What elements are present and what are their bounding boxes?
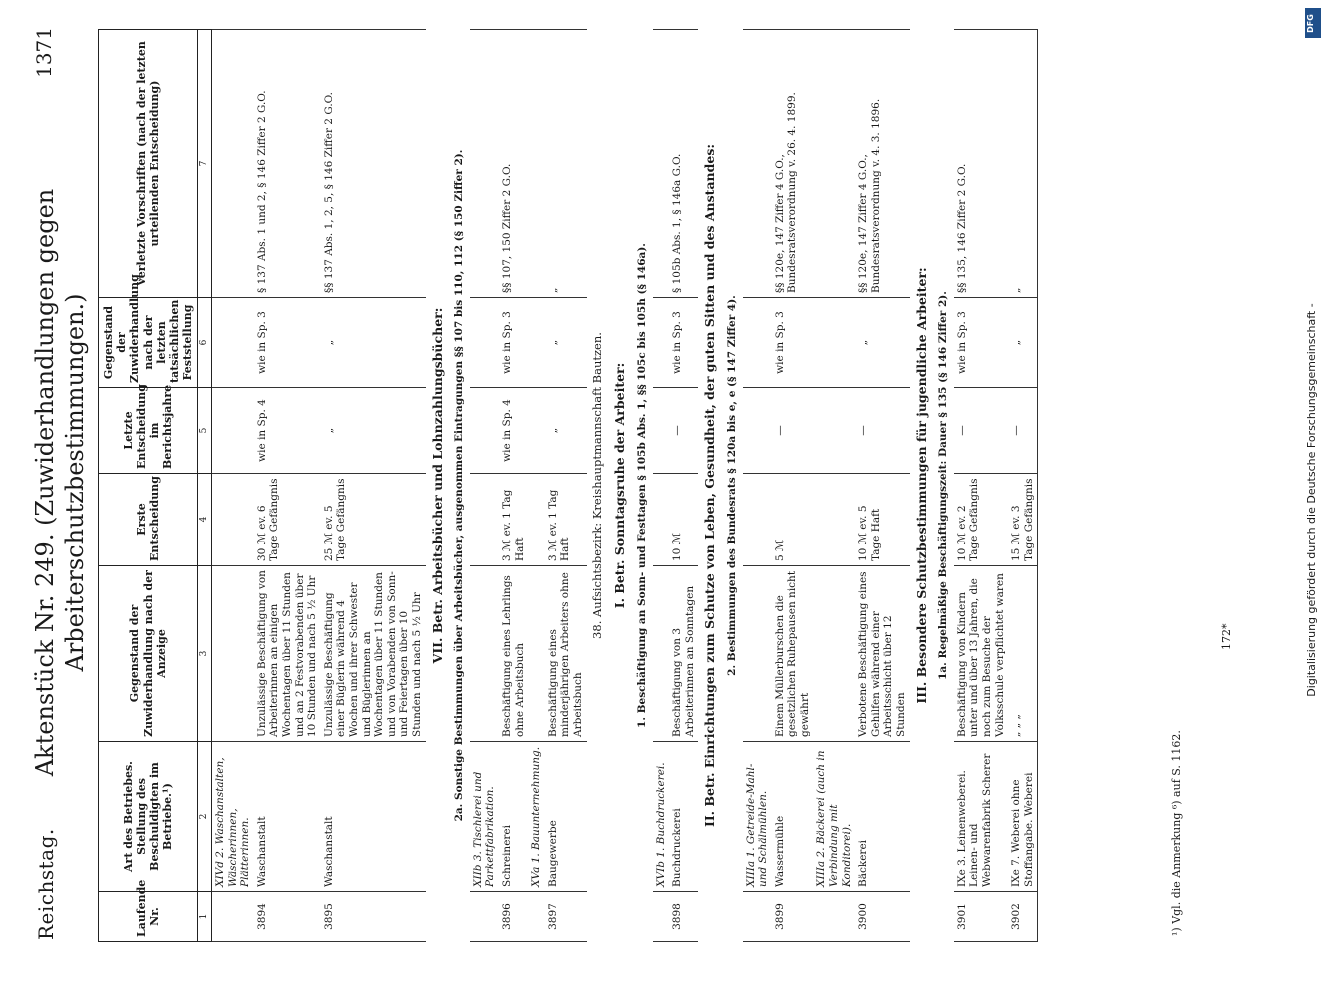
table-row — [545, 30, 587, 942]
col-number-1: 1 — [198, 892, 212, 942]
cell-col-6: wie in Sp. 3 — [254, 298, 321, 388]
cell-col-1: 3902 — [1008, 892, 1038, 942]
footnote: ¹) Vgl. die Anmerkung ⁶) auf S. 1162. — [1170, 730, 1183, 936]
cell-col-5 — [653, 388, 670, 474]
col-header-7: Verletzte Vorschriften (nach der letzten urteilenden Entscheidung) — [99, 30, 198, 298]
cell-col-5: — — [855, 388, 909, 474]
cell-col-4: 30 ℳ ev. 6 Tage Gefängnis — [254, 474, 321, 566]
cell-col-1: 3900 — [855, 892, 909, 942]
section-heading-row — [587, 30, 609, 942]
cell-col-7: §§ 107, 150 Ziffer 2 G.O. — [499, 30, 528, 298]
cell-col-2: XIIIa 2. Bäckerei (auch in Verbindung mit Konditorei). — [813, 742, 855, 892]
table-row — [954, 30, 1008, 942]
section-cell — [449, 30, 470, 942]
cell-col-5: wie in Sp. 4 — [254, 388, 321, 474]
cell-col-3 — [813, 566, 855, 742]
col-header-6: Gegenstand der Zuwiderhandlung nach der letzten tatsächlichen Feststellung — [99, 298, 198, 388]
section-cell — [608, 30, 632, 942]
table-body — [212, 30, 1038, 942]
col-number-4: 4 — [198, 474, 212, 566]
cell-col-6: „ — [545, 298, 587, 388]
table-row — [321, 30, 426, 942]
cell-col-6: wie in Sp. 3 — [954, 298, 1008, 388]
cell-col-7: § 137 Abs. 1 und 2, § 146 Ziffer 2 G.O. — [254, 30, 321, 298]
section-heading-row — [933, 30, 954, 942]
cell-col-4: 10 ℳ ev. 2 Tage Gefängnis — [954, 474, 1008, 566]
cell-col-2: Buchdruckerei — [669, 742, 698, 892]
cell-col-4: 3 ℳ ev. 1 Tag Haft — [545, 474, 587, 566]
header-page-number: 1371 — [32, 27, 56, 78]
table-row — [743, 30, 772, 942]
cell-col-6 — [813, 298, 855, 388]
col-number-5: 5 — [198, 388, 212, 474]
cell-col-2: Baugewerbe — [545, 742, 587, 892]
cell-col-1 — [653, 892, 670, 942]
col-number-7: 7 — [198, 30, 212, 298]
cell-col-2: XIIb 3. Tischlerei und Parkettfabrikation. — [470, 742, 499, 892]
table-row — [499, 30, 528, 942]
cell-col-3: Unzulässige Beschäftigung einer Büglerin während 4 Wochen und ihrer Schwester und Büglerinnen an Wochentagen über 11 Stunden und von Vorabenden von Sonn- und Feiertagen über 10 Stunden und nach 5 ½ Uhr — [321, 566, 426, 742]
cell-col-5 — [212, 388, 254, 474]
section-cell — [698, 30, 722, 942]
cell-col-3: „ „ „ — [1008, 566, 1038, 742]
cell-col-3: Verbotene Beschäftigung eines Gehilfen während einer Arbeitsschicht über 12 Stunden — [855, 566, 909, 742]
cell-col-2: XVIb 1. Buchdruckerei. — [653, 742, 670, 892]
cell-col-1 — [813, 892, 855, 942]
cell-col-7: § 105b Abs. 1, § 146a G.O. — [669, 30, 698, 298]
table-row — [855, 30, 909, 942]
cell-col-1: 3895 — [321, 892, 426, 942]
cell-col-4: 25 ℳ ev. 5 Tage Gefängnis — [321, 474, 426, 566]
col-header-4: Erste Entscheidung — [99, 474, 198, 566]
header-title: Aktenstück Nr. 249. (Zuwiderhandlungen gegen Arbeiterschutzbestimmungen.) — [31, 188, 89, 777]
cell-col-7: §§ 135, 146 Ziffer 2 G.O. — [954, 30, 1008, 298]
section-heading-row — [722, 30, 743, 942]
cell-col-6 — [743, 298, 772, 388]
cell-col-1 — [528, 892, 545, 942]
table-row — [1008, 30, 1038, 942]
cell-col-5: „ — [321, 388, 426, 474]
cell-col-2: IXe 3. Leinenweberei. Leinen- und Webwarenfabrik Scherer — [954, 742, 1008, 892]
cell-col-6 — [653, 298, 670, 388]
section-cell — [426, 30, 450, 942]
cell-col-2: Waschanstalt — [254, 742, 321, 892]
cell-col-3 — [212, 566, 254, 742]
col-header-5: Letzte Entscheidung im Berichtsjahre — [99, 388, 198, 474]
cell-col-1: 3896 — [499, 892, 528, 942]
cell-col-7 — [743, 30, 772, 298]
cell-col-5: — — [772, 388, 814, 474]
cell-col-3: Beschäftigung von Kindern unter und über 13 Jahren, die noch zum Besuche der Volksschule verpflichtet waren — [954, 566, 1008, 742]
col-header-2: Art des Betriebes. Stellung des Beschuldigten im Betriebe.¹) — [99, 742, 198, 892]
cell-col-1 — [743, 892, 772, 942]
cell-col-4 — [813, 474, 855, 566]
dfg-logo: DFG — [1305, 8, 1321, 38]
cell-col-7: §§ 137 Abs. 1, 2, 5, § 146 Ziffer 2 G.O. — [321, 30, 426, 298]
cell-col-4: 3 ℳ ev. 1 Tag Haft — [499, 474, 528, 566]
cell-col-7: „ — [545, 30, 587, 298]
table-header-row — [99, 30, 198, 942]
cell-col-6: „ — [855, 298, 909, 388]
cell-col-4 — [470, 474, 499, 566]
cell-col-6: „ — [321, 298, 426, 388]
col-number-3: 3 — [198, 566, 212, 742]
cell-col-2: Bäckerei — [855, 742, 909, 892]
section-heading: 1a. Regelmäßige Beschäftigungszeit: Dauer § 135 (§ 146 Ziffer 2). — [937, 291, 950, 680]
cell-col-1: 3894 — [254, 892, 321, 942]
table-row — [254, 30, 321, 942]
page-header — [20, 15, 88, 950]
section-heading: 2. Bestimmungen des Bundesrats § 120a bis e, e (§ 147 Ziffer 4). — [725, 295, 738, 676]
table-row — [470, 30, 499, 942]
cell-col-4: 15 ℳ ev. 3 Tage Gefängnis — [1008, 474, 1038, 566]
section-cell — [933, 30, 954, 942]
cell-col-1: 3897 — [545, 892, 587, 942]
cell-col-4 — [743, 474, 772, 566]
cell-col-3: Beschäftigung eines minderjährigen Arbeiters ohne Arbeitsbuch — [545, 566, 587, 742]
cell-col-6: wie in Sp. 3 — [499, 298, 528, 388]
cell-col-4 — [212, 474, 254, 566]
cell-col-6: wie in Sp. 3 — [669, 298, 698, 388]
section-heading: I. Betr. Sonntagsruhe der Arbeiter: — [612, 362, 628, 609]
cell-col-2: Schreinerei — [499, 742, 528, 892]
cell-col-2: Wassermühle — [772, 742, 814, 892]
cell-col-7 — [470, 30, 499, 298]
section-heading-row — [910, 30, 934, 942]
table-row — [528, 30, 545, 942]
section-heading-row — [426, 30, 450, 942]
section-heading: 1. Beschäftigung an Sonn- und Festtagen § 105b Abs. 1, §§ 105c bis 105h (§ 146a). — [635, 243, 648, 728]
digitization-note: Digitalisierung gefördert durch die Deutsche Forschungsgemeinschaft - — [1305, 303, 1318, 697]
section-heading: 2a. Sonstige Bestimmungen über Arbeitsbücher, ausgenommen Eintragungen §§ 107 bis 110, 112 (§ 150 Ziffer 2). — [453, 149, 466, 822]
cell-col-7 — [212, 30, 254, 298]
column-number-row — [198, 30, 212, 942]
cell-col-2: Waschanstalt — [321, 742, 426, 892]
cell-col-3: Unzulässige Beschäftigung von Arbeiterinnen an einigen Wochentagen über 11 Stunden und an 2 Festvorabenden über 10 Stunden und nach 5 ½ Uhr — [254, 566, 321, 742]
section-heading-row — [449, 30, 470, 942]
cell-col-7 — [813, 30, 855, 298]
col-header-1: Laufende Nr. — [99, 892, 198, 942]
cell-col-4 — [528, 474, 545, 566]
cell-col-5 — [528, 388, 545, 474]
cell-col-7 — [528, 30, 545, 298]
cell-col-5: wie in Sp. 4 — [499, 388, 528, 474]
cell-col-3: Einem Müllerburschen die gesetzlichen Ruhepausen nicht gewährt — [772, 566, 814, 742]
cell-col-6 — [470, 298, 499, 388]
cell-col-1: 3901 — [954, 892, 1008, 942]
table-row — [653, 30, 670, 942]
table-row — [813, 30, 855, 942]
col-number-2: 2 — [198, 742, 212, 892]
cell-col-2: XIVd 2. Waschanstalten, Wäscherinnen, Plätterinnen. — [212, 742, 254, 892]
section-cell — [587, 30, 609, 942]
section-heading: II. Betr. Einrichtungen zum Schutze von Leben, Gesundheit, der guten Sitten und des Anstandes: — [702, 144, 718, 828]
table-row — [772, 30, 814, 942]
cell-col-6: wie in Sp. 3 — [772, 298, 814, 388]
cell-col-7: §§ 120e, 147 Ziffer 4 G.O., Bundesratsverordnung v. 4. 3. 1896. — [855, 30, 909, 298]
cell-col-4: 10 ℳ — [669, 474, 698, 566]
section-cell — [910, 30, 934, 942]
col-header-3: Gegenstand der Zuwiderhandlung nach der Anzeige — [99, 566, 198, 742]
cell-col-1: 3899 — [772, 892, 814, 942]
cell-col-5: — — [1008, 388, 1038, 474]
header-left: Reichstag. — [34, 828, 58, 940]
cell-col-6: „ — [1008, 298, 1038, 388]
cell-col-7: „ — [1008, 30, 1038, 298]
section-cell — [632, 30, 653, 942]
cell-col-5: — — [669, 388, 698, 474]
cell-col-6 — [528, 298, 545, 388]
cell-col-4: 10 ℳ ev. 5 Tage Haft — [855, 474, 909, 566]
cell-col-3 — [743, 566, 772, 742]
cell-col-7 — [653, 30, 670, 298]
violations-table — [98, 29, 1038, 942]
cell-col-2: XVa 1. Bauunternehmung. — [528, 742, 545, 892]
section-heading: VII. Betr. Arbeitsbücher und Lohnzahlungsbücher: — [429, 307, 445, 664]
cell-col-5 — [813, 388, 855, 474]
cell-col-4 — [653, 474, 670, 566]
cell-col-3: Beschäftigung von 3 Arbeiterinnen an Sonntagen — [669, 566, 698, 742]
cell-col-5: — — [954, 388, 1008, 474]
cell-col-2: IXe 7. Weberei ohne Stoffangabe. Weberei — [1008, 742, 1038, 892]
page-mark: 172* — [1220, 623, 1233, 650]
document-page — [20, 15, 1290, 950]
cell-col-3 — [528, 566, 545, 742]
cell-col-3 — [470, 566, 499, 742]
table-row — [669, 30, 698, 942]
cell-col-5 — [743, 388, 772, 474]
cell-col-4: 5 ℳ — [772, 474, 814, 566]
section-cell — [722, 30, 743, 942]
section-heading-row — [698, 30, 722, 942]
cell-col-5 — [470, 388, 499, 474]
section-heading-row — [608, 30, 632, 942]
cell-col-1: 3898 — [669, 892, 698, 942]
section-heading: III. Besondere Schutzbestimmungen für jugendliche Arbeiter: — [913, 267, 929, 704]
cell-col-6 — [212, 298, 254, 388]
cell-col-2: XIIIa 1. Getreide-Mahl- und Schälmühlen. — [743, 742, 772, 892]
cell-col-3: Beschäftigung eines Lehrlings ohne Arbeitsbuch — [499, 566, 528, 742]
col-number-6: 6 — [198, 298, 212, 388]
section-heading: 38. Aufsichtsbezirk: Kreishauptmannschaft Bautzen. — [589, 332, 604, 639]
cell-col-7: §§ 120e, 147 Ziffer 4 G.O., Bundesratsverordnung v. 26. 4. 1899. — [772, 30, 814, 298]
section-heading-row — [632, 30, 653, 942]
cell-col-3 — [653, 566, 670, 742]
cell-col-1 — [212, 892, 254, 942]
cell-col-5: „ — [545, 388, 587, 474]
cell-col-1 — [470, 892, 499, 942]
table-row — [212, 30, 254, 942]
